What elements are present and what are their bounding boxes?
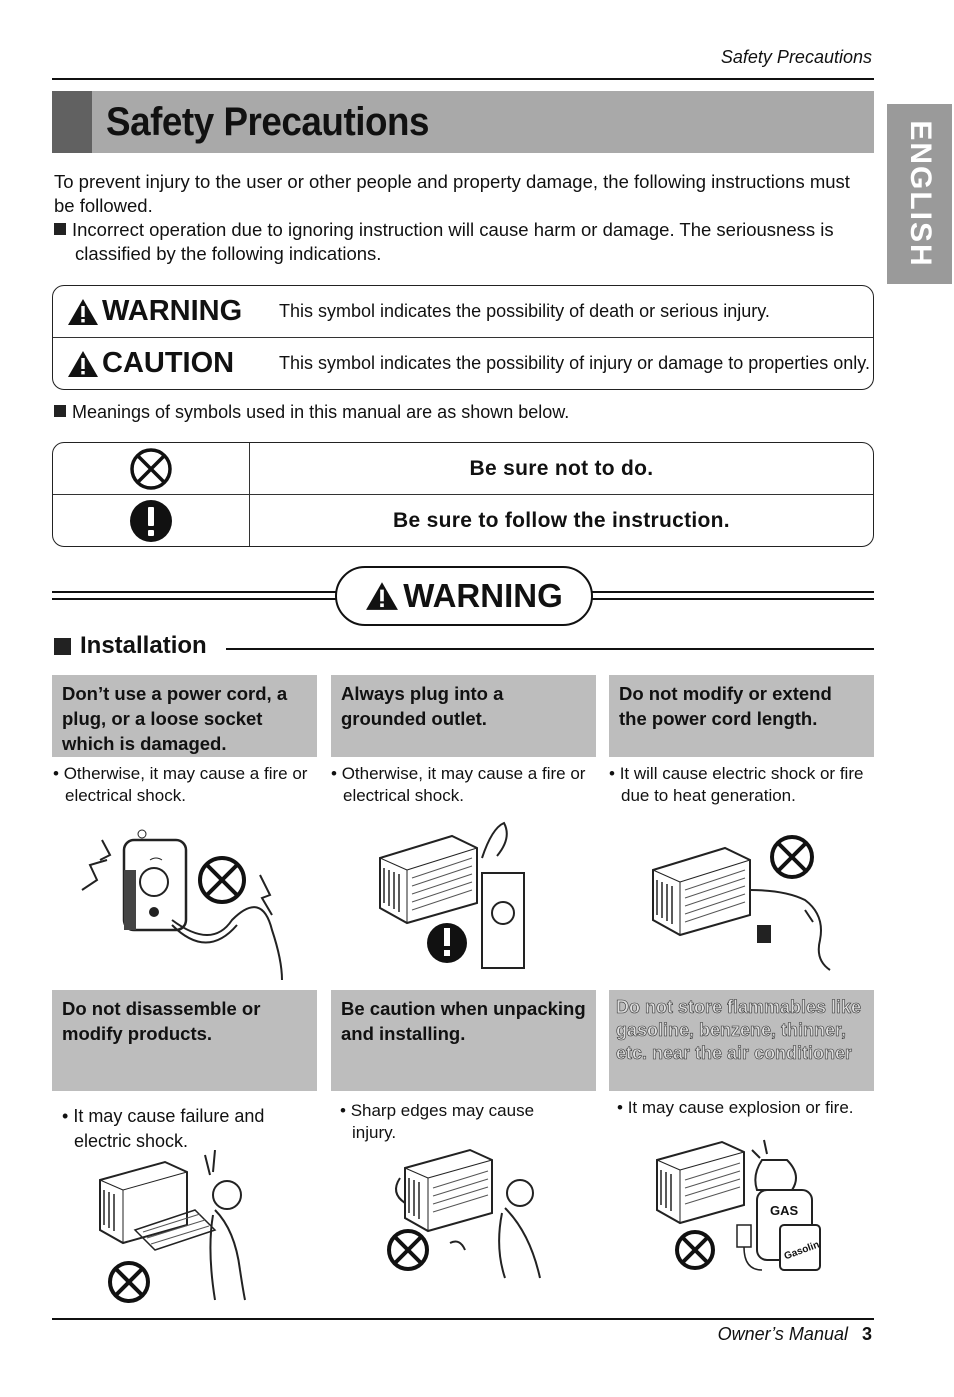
running-header: Safety Precautions: [720, 47, 872, 67]
section-title: Installation: [80, 632, 207, 659]
gas-tank-label: GAS: [770, 1203, 799, 1218]
item-note-4: • It may cause failure and electric shock.: [62, 1106, 265, 1151]
footer: [718, 1324, 872, 1345]
warning-banner: [335, 566, 593, 626]
item-note-2: • Otherwise, it may cause a fire or electrical shock.: [331, 764, 586, 805]
illustration-grounded-outlet: [372, 818, 562, 973]
item-card-3: Do not modify or extend the power cord length.: [609, 675, 874, 757]
symbol-cell: [53, 495, 250, 546]
item-note-text: Otherwise, it may cause a fire or electrical shock.: [63, 764, 308, 805]
symbol-meaning-prohibited: Be sure not to do.: [469, 456, 654, 480]
illustration-modified-cord: [645, 830, 845, 980]
symbols-table: [52, 442, 874, 547]
item-card-2: Always plug into a grounded outlet.: [331, 675, 596, 757]
square-bullet-icon: [54, 223, 66, 235]
indication-warning-row: [53, 286, 873, 337]
item-note-1: • Otherwise, it may cause a fire or electrical shock.: [53, 764, 308, 805]
warning-triangle-icon: [67, 350, 99, 378]
warning-description: This symbol indicates the possibility of death or serious injury.: [279, 301, 770, 321]
header-rule: [52, 78, 874, 80]
intro-bullet-text: Incorrect operation due to ignoring instruction will cause harm or damage. The seriousness is classified by the following indications.: [72, 219, 834, 264]
intro-bullet: [54, 218, 869, 266]
caution-description: This symbol indicates the possibility of injury or damage to properties only.: [279, 353, 870, 373]
item-note-text: Sharp edges may cause injury.: [350, 1101, 535, 1142]
square-bullet-icon: [54, 638, 71, 655]
item-note-text: Otherwise, it may cause a fire or electrical shock.: [341, 764, 586, 805]
item-card-1: Don’t use a power cord, a plug, or a loose socket which is damaged.: [52, 675, 317, 757]
illustration-damaged-socket: [72, 820, 302, 985]
language-tab-label: ENGLISH: [903, 120, 937, 268]
banner-rule-left: [52, 591, 336, 600]
meanings-text: Meanings of symbols used in this manual are as shown below.: [72, 402, 570, 422]
square-bullet-icon: [54, 405, 66, 417]
gasoline-can-label: Gasolin: [782, 1239, 822, 1263]
intro-text: [54, 170, 869, 266]
illustration-flammables: [652, 1130, 837, 1280]
item-note-text: It may cause failure and electric shock.: [73, 1106, 265, 1151]
item-note-text: It will cause electric shock or fire due to heat generation.: [619, 764, 864, 805]
caution-label-text: CAUTION: [102, 347, 235, 379]
symbol-row-mandatory: [53, 494, 873, 546]
symbol-row-prohibited: [53, 443, 873, 494]
language-tab: [887, 104, 952, 284]
warning-label: [53, 295, 279, 328]
section-rule: [226, 648, 874, 650]
indication-box: [52, 285, 874, 390]
item-note-text: It may cause explosion or fire.: [627, 1098, 854, 1117]
item-card-6: Do not store flammables like gasoline, benzene, thinner, etc. near the air conditioner: [609, 990, 874, 1091]
indication-caution-row: [53, 337, 873, 389]
item-note-6: • It may cause explosion or fire.: [617, 1098, 854, 1117]
footer-rule: [52, 1318, 874, 1320]
warning-triangle-icon: [67, 298, 99, 326]
warning-label-text: WARNING: [102, 295, 243, 327]
banner-rule-right: [590, 591, 874, 600]
caution-label: [53, 347, 279, 380]
footer-text: Owner’s Manual: [717, 1324, 848, 1344]
warning-banner-text: WARNING: [403, 577, 563, 614]
page-title: Safety Precautions: [106, 100, 430, 144]
illustration-disassemble: [95, 1150, 265, 1305]
page-number: 3: [861, 1324, 872, 1344]
item-card-5: Be caution when unpacking and installing.: [331, 990, 596, 1091]
intro-line: To prevent injury to the user or other people and property damage, the following instructions must be followed.: [54, 171, 850, 216]
item-note-3: • It will cause electric shock or fire due to heat generation.: [609, 764, 864, 805]
illustration-unpacking: [380, 1138, 555, 1283]
title-accent-block: [52, 91, 92, 153]
symbol-cell: [53, 443, 250, 494]
item-card-4: Do not disassemble or modify products.: [52, 990, 317, 1091]
mandatory-icon: [129, 499, 173, 543]
item-note-5: • Sharp edges may cause injury.: [340, 1101, 535, 1142]
meanings-line: [54, 402, 569, 423]
warning-triangle-icon: [365, 581, 399, 611]
prohibited-icon: [129, 447, 173, 491]
symbol-meaning-mandatory: Be sure to follow the instruction.: [393, 508, 730, 532]
section-heading: [54, 632, 207, 660]
